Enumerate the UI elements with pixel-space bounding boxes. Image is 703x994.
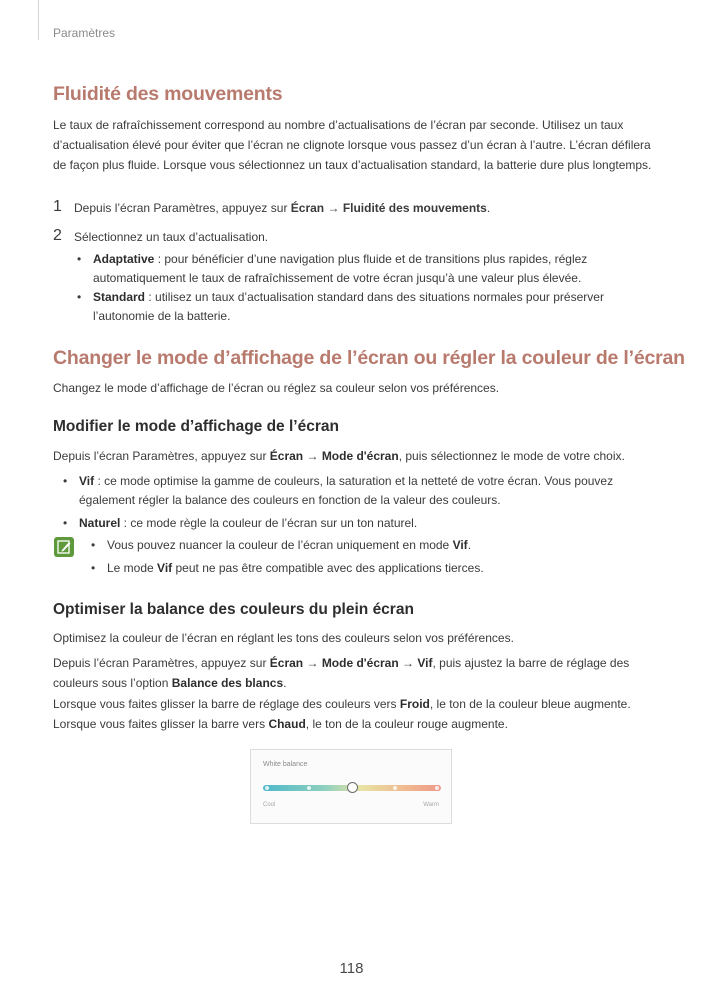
corner-line xyxy=(38,0,39,40)
mode-instructions: Depuis l’écran Paramètres, appuyez sur Écran → Mode d'écran, puis sélectionnez le mode de votre choix. xyxy=(53,449,625,463)
white-balance-slider-knob[interactable] xyxy=(347,782,358,793)
page-number: 118 xyxy=(339,960,364,977)
slider-tick xyxy=(307,786,311,790)
white-balance-warm-label: Warm xyxy=(423,802,439,808)
section-label: Paramètres xyxy=(53,26,116,40)
fluidity-intro: Le taux de rafraîchissement correspond au nombre d’actualisations de l’écran par seconde. Utilisez un taux d’actualisation élevé pour éviter que l’écran ne clignote lorsque vous passez d’un écran à l’autre. L’écran défilera de façon plus fluide. Lorsque vous sélectionnez un taux d’actualisation standard, la batterie dure plus longtemps. xyxy=(53,118,652,172)
step-1-number: 1 xyxy=(53,198,62,215)
balance-explanation: Lorsque vous faites glisser la barre de réglage des couleurs vers Froid, le ton de la couleur bleue augmente. Lorsque vous faites glisser la barre vers Chaud, le ton de la couleur rouge augmente. xyxy=(53,697,631,731)
balance-intro: Optimisez la couleur de l’écran en réglant les tons des couleurs selon vos préférences. xyxy=(53,631,514,645)
slider-tick xyxy=(393,786,397,790)
step-2-number: 2 xyxy=(53,227,62,244)
display-intro: Changez le mode d’affichage de l’écran ou réglez sa couleur selon vos préférences. xyxy=(53,381,500,395)
slider-tick xyxy=(265,786,269,790)
heading-fluidity: Fluidité des mouvements xyxy=(53,83,283,105)
heading-color-balance: Optimiser la balance des couleurs du plein écran xyxy=(53,601,414,618)
note-pencil-icon xyxy=(54,537,74,557)
heading-modify-mode: Modifier le mode d’affichage de l’écran xyxy=(53,418,339,435)
step-2-text: Sélectionnez un taux d’actualisation. xyxy=(74,230,269,244)
balance-instructions: Depuis l’écran Paramètres, appuyez sur Écran → Mode d'écran → Vif, puis ajustez la barre de réglage des couleurs sous l’option Balance des blancs. xyxy=(53,656,630,690)
white-balance-card xyxy=(250,749,452,824)
slider-tick xyxy=(435,786,439,790)
step-1-text: Depuis l’écran Paramètres, appuyez sur Écran → Fluidité des mouvements. xyxy=(74,201,491,215)
white-balance-cool-label: Cool xyxy=(263,802,276,808)
heading-display-mode: Changer le mode d’affichage de l’écran ou régler la couleur de l’écran xyxy=(53,347,685,369)
white-balance-title: White balance xyxy=(263,761,308,768)
